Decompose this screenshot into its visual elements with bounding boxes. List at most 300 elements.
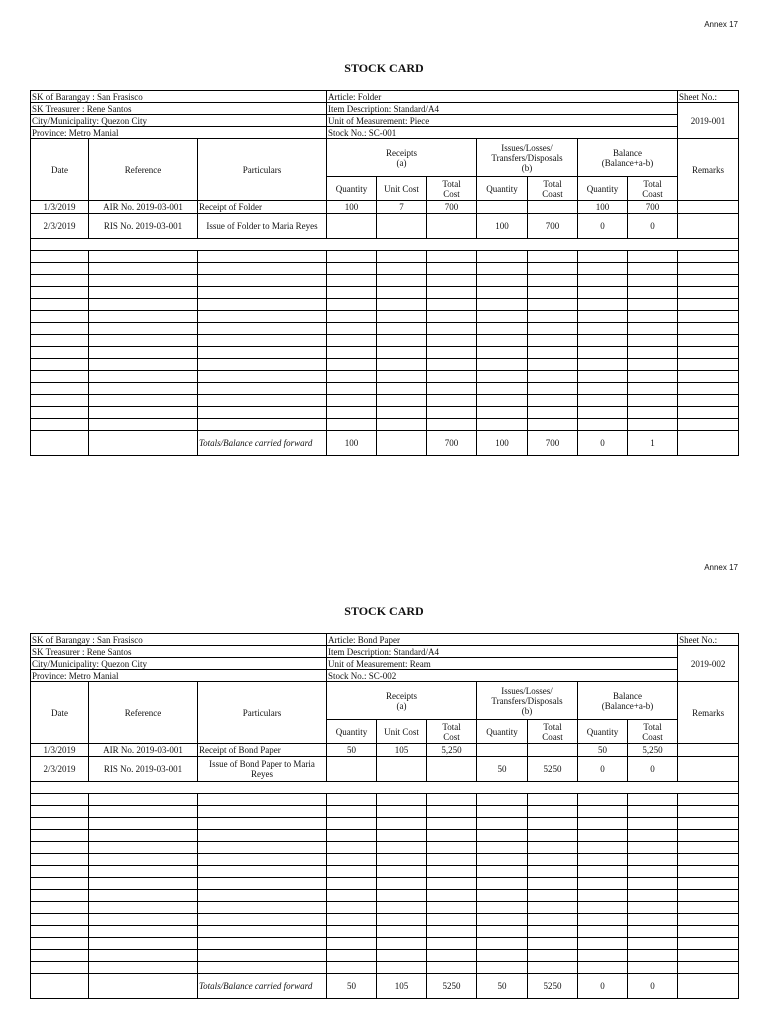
empty-cell [678, 347, 739, 359]
empty-cell [528, 311, 578, 323]
totals-rq: 50 [327, 974, 377, 999]
empty-row [31, 359, 739, 371]
empty-row [31, 311, 739, 323]
empty-cell [427, 806, 477, 818]
empty-cell [31, 794, 89, 806]
empty-cell [578, 962, 628, 974]
empty-cell [477, 938, 528, 950]
annex-label: Annex 17 [704, 20, 738, 29]
empty-cell [327, 878, 377, 890]
empty-cell [528, 806, 578, 818]
empty-cell [427, 962, 477, 974]
col-remarks: Remarks [678, 682, 739, 744]
cell-date: 1/3/2019 [31, 201, 89, 214]
empty-cell [628, 806, 678, 818]
empty-cell [427, 890, 477, 902]
empty-cell [89, 914, 198, 926]
empty-cell [327, 842, 377, 854]
receipts-header [327, 682, 477, 720]
issues-header [477, 139, 578, 177]
empty-cell [377, 830, 427, 842]
col-date: Date [31, 139, 89, 201]
cell-rtc: 5,250 [427, 744, 477, 757]
totals-rtc: 5250 [427, 974, 477, 999]
empty-cell [477, 383, 528, 395]
empty-cell [89, 311, 198, 323]
empty-cell [528, 335, 578, 347]
empty-cell [578, 830, 628, 842]
cell-rem [678, 744, 739, 757]
empty-cell [377, 299, 427, 311]
empty-cell [327, 854, 377, 866]
empty-cell [327, 938, 377, 950]
empty-cell [578, 854, 628, 866]
empty-cell [628, 950, 678, 962]
empty-cell [89, 938, 198, 950]
cell-bq: 50 [578, 744, 628, 757]
receipts-label: Receipts [386, 690, 418, 701]
empty-cell [89, 359, 198, 371]
empty-cell [89, 878, 198, 890]
cell-part: Receipt of Folder [198, 201, 327, 214]
empty-cell [678, 263, 739, 275]
empty-cell [477, 323, 528, 335]
totals-ruc: 105 [377, 974, 427, 999]
empty-row [31, 902, 739, 914]
empty-cell [477, 275, 528, 287]
empty-cell [578, 311, 628, 323]
empty-cell [578, 299, 628, 311]
empty-cell [427, 818, 477, 830]
cell-ruc [377, 214, 427, 239]
empty-cell [477, 311, 528, 323]
totals-row [31, 431, 739, 456]
empty-cell [31, 371, 89, 383]
sk-treasurer: SK Treasurer : Rene Santos [31, 646, 327, 658]
empty-cell [578, 251, 628, 263]
empty-cell [678, 311, 739, 323]
issues-label-2: Transfers/Disposals [491, 695, 563, 706]
empty-cell [89, 251, 198, 263]
totals-rtc: 700 [427, 431, 477, 456]
empty-cell [528, 371, 578, 383]
totals-rq: 100 [327, 431, 377, 456]
empty-cell [678, 275, 739, 287]
empty-cell [578, 914, 628, 926]
sk-of-barangay: SK of Barangay : San Frasisco [31, 91, 327, 103]
empty-cell [198, 926, 327, 938]
empty-cell [377, 842, 427, 854]
empty-cell [678, 866, 739, 878]
item-description-field: Item Description: Standard/A4 [327, 103, 678, 115]
empty-cell [578, 347, 628, 359]
cell-ref: AIR No. 2019-03-001 [89, 744, 198, 757]
empty-cell [578, 275, 628, 287]
balance-quantity-header: Quantity [578, 720, 628, 744]
cell-iq [477, 744, 528, 757]
empty-row [31, 371, 739, 383]
empty-cell [31, 347, 89, 359]
empty-cell [528, 818, 578, 830]
city-municipality: City/Municipality: Quezon City [31, 658, 327, 670]
empty-cell [198, 371, 327, 383]
empty-cell [678, 251, 739, 263]
empty-cell [427, 794, 477, 806]
empty-cell [578, 950, 628, 962]
empty-cell [327, 359, 377, 371]
cell-ref: AIR No. 2019-03-001 [89, 201, 198, 214]
balance-total-coast-header-1: Total [643, 178, 662, 189]
cell-date: 2/3/2019 [31, 757, 89, 782]
empty-cell [377, 902, 427, 914]
empty-row [31, 251, 739, 263]
balance-sub: (Balance+a-b) [601, 157, 654, 168]
empty-cell [628, 263, 678, 275]
empty-cell [89, 794, 198, 806]
empty-cell [427, 347, 477, 359]
issues-label-2: Transfers/Disposals [491, 152, 563, 163]
balance-total-coast-header-2: Coast [642, 731, 663, 742]
empty-row [31, 335, 739, 347]
empty-cell [628, 818, 678, 830]
empty-cell [31, 926, 89, 938]
empty-cell [327, 407, 377, 419]
empty-row [31, 395, 739, 407]
empty-cell [31, 914, 89, 926]
totals-btc: 1 [628, 431, 678, 456]
empty-cell [198, 806, 327, 818]
empty-cell [198, 311, 327, 323]
balance-header [578, 682, 678, 720]
item-description-field: Item Description: Standard/A4 [327, 646, 678, 658]
stock-card-title: STOCK CARD [344, 604, 424, 618]
empty-cell [528, 395, 578, 407]
empty-cell [678, 890, 739, 902]
empty-cell [628, 311, 678, 323]
totals-remarks [678, 431, 739, 456]
empty-cell [31, 287, 89, 299]
empty-cell [198, 323, 327, 335]
empty-cell [578, 902, 628, 914]
empty-cell [477, 902, 528, 914]
empty-cell [528, 287, 578, 299]
empty-cell [477, 794, 528, 806]
empty-cell [327, 311, 377, 323]
cell-ruc [377, 757, 427, 782]
cell-ref: RIS No. 2019-03-001 [89, 757, 198, 782]
empty-cell [198, 818, 327, 830]
issues-quantity-header: Quantity [477, 177, 528, 201]
empty-cell [477, 842, 528, 854]
empty-cell [377, 950, 427, 962]
empty-cell [198, 866, 327, 878]
empty-row [31, 347, 739, 359]
col-remarks: Remarks [678, 139, 739, 201]
empty-cell [628, 395, 678, 407]
empty-cell [327, 371, 377, 383]
empty-cell [528, 263, 578, 275]
empty-cell [427, 335, 477, 347]
empty-cell [198, 950, 327, 962]
empty-cell [628, 323, 678, 335]
empty-cell [578, 806, 628, 818]
empty-cell [427, 263, 477, 275]
empty-cell [477, 251, 528, 263]
sheet-no-label: Sheet No.: [678, 91, 739, 103]
empty-cell [578, 926, 628, 938]
empty-row [31, 878, 739, 890]
empty-cell [427, 830, 477, 842]
empty-cell [628, 878, 678, 890]
spacer-row [31, 782, 739, 794]
empty-cell [327, 914, 377, 926]
empty-cell [198, 902, 327, 914]
empty-cell [528, 419, 578, 431]
empty-cell [31, 890, 89, 902]
empty-cell [578, 890, 628, 902]
empty-cell [377, 938, 427, 950]
empty-cell [427, 371, 477, 383]
empty-cell [528, 359, 578, 371]
cell-iq: 100 [477, 214, 528, 239]
empty-row [31, 866, 739, 878]
totals-btc: 0 [628, 974, 678, 999]
issues-total-coast-header [528, 177, 578, 201]
empty-cell [89, 383, 198, 395]
empty-cell [377, 395, 427, 407]
sheet-no-value: 2019-001 [678, 103, 739, 139]
totals-itc: 5250 [528, 974, 578, 999]
empty-cell [327, 950, 377, 962]
province: Province: Metro Manial [31, 127, 327, 139]
empty-cell [327, 335, 377, 347]
cell-btc: 0 [628, 214, 678, 239]
issues-label: Issues/Losses/ [501, 685, 553, 696]
article-field: Article: Folder [327, 91, 678, 103]
cell-iq [477, 201, 528, 214]
empty-cell [89, 806, 198, 818]
empty-cell [578, 323, 628, 335]
empty-cell [528, 299, 578, 311]
empty-cell [31, 830, 89, 842]
empty-row [31, 419, 739, 431]
issues-total-coast-header-1: Total [543, 178, 562, 189]
empty-cell [628, 914, 678, 926]
empty-cell [528, 383, 578, 395]
issues-label: Issues/Losses/ [501, 142, 553, 153]
empty-cell [477, 395, 528, 407]
empty-cell [31, 818, 89, 830]
empty-cell [377, 419, 427, 431]
empty-cell [377, 311, 427, 323]
empty-cell [31, 842, 89, 854]
empty-row [31, 818, 739, 830]
empty-cell [89, 854, 198, 866]
empty-cell [678, 371, 739, 383]
empty-row [31, 287, 739, 299]
empty-cell [89, 926, 198, 938]
empty-cell [578, 938, 628, 950]
cell-part: Receipt of Bond Paper [198, 744, 327, 757]
receipts-header [327, 139, 477, 177]
empty-cell [377, 866, 427, 878]
balance-total-coast-header [628, 177, 678, 201]
empty-cell [427, 311, 477, 323]
empty-row [31, 854, 739, 866]
empty-cell [427, 287, 477, 299]
empty-cell [377, 287, 427, 299]
empty-cell [678, 299, 739, 311]
empty-row [31, 938, 739, 950]
empty-cell [628, 854, 678, 866]
empty-cell [89, 950, 198, 962]
empty-cell [198, 419, 327, 431]
cell-itc [528, 201, 578, 214]
empty-cell [628, 251, 678, 263]
table-row [31, 214, 739, 239]
empty-cell [427, 407, 477, 419]
empty-cell [89, 347, 198, 359]
empty-row [31, 914, 739, 926]
empty-cell [678, 926, 739, 938]
empty-cell [377, 890, 427, 902]
empty-row [31, 962, 739, 974]
empty-cell [528, 926, 578, 938]
empty-cell [198, 335, 327, 347]
empty-cell [628, 962, 678, 974]
cell-rem [678, 214, 739, 239]
empty-cell [578, 335, 628, 347]
empty-cell [89, 842, 198, 854]
empty-cell [198, 962, 327, 974]
empty-cell [31, 854, 89, 866]
stock-no-field: Stock No.: SC-002 [327, 670, 678, 682]
sheet-no-label: Sheet No.: [678, 634, 739, 646]
empty-cell [678, 962, 739, 974]
empty-cell [678, 323, 739, 335]
cell-part: Issue of Folder to Maria Reyes [198, 214, 327, 239]
balance-total-coast-header-2: Coast [642, 188, 663, 199]
empty-cell [678, 383, 739, 395]
empty-cell [377, 335, 427, 347]
balance-total-coast-header-1: Total [643, 721, 662, 732]
totals-date [31, 974, 89, 999]
empty-cell [477, 407, 528, 419]
empty-cell [477, 962, 528, 974]
empty-cell [628, 794, 678, 806]
empty-cell [427, 950, 477, 962]
table-row [31, 757, 739, 782]
cell-btc: 700 [628, 201, 678, 214]
empty-cell [89, 335, 198, 347]
empty-cell [327, 818, 377, 830]
empty-cell [327, 794, 377, 806]
empty-cell [327, 902, 377, 914]
empty-cell [578, 371, 628, 383]
empty-cell [31, 263, 89, 275]
cell-ruc: 7 [377, 201, 427, 214]
empty-cell [528, 347, 578, 359]
empty-cell [198, 830, 327, 842]
cell-iq: 50 [477, 757, 528, 782]
cell-itc: 700 [528, 214, 578, 239]
col-particulars: Particulars [198, 682, 327, 744]
empty-cell [31, 383, 89, 395]
empty-cell [678, 407, 739, 419]
cell-rq: 50 [327, 744, 377, 757]
receipts-total-cost-header-2: Cost [443, 188, 460, 199]
empty-cell [198, 854, 327, 866]
empty-cell [31, 299, 89, 311]
empty-cell [427, 926, 477, 938]
empty-cell [528, 407, 578, 419]
empty-cell [678, 950, 739, 962]
empty-cell [678, 794, 739, 806]
empty-cell [89, 890, 198, 902]
cell-rtc [427, 757, 477, 782]
empty-cell [31, 335, 89, 347]
stock-no-field: Stock No.: SC-001 [327, 127, 678, 139]
empty-cell [427, 383, 477, 395]
empty-cell [198, 890, 327, 902]
totals-iq: 50 [477, 974, 528, 999]
empty-row [31, 383, 739, 395]
empty-cell [31, 902, 89, 914]
issues-total-coast-header-1: Total [543, 721, 562, 732]
balance-label: Balance [613, 690, 643, 701]
receipts-total-cost-header-1: Total [442, 721, 461, 732]
empty-cell [528, 323, 578, 335]
empty-cell [377, 263, 427, 275]
empty-cell [31, 359, 89, 371]
empty-cell [427, 299, 477, 311]
empty-cell [628, 926, 678, 938]
totals-bq: 0 [578, 431, 628, 456]
empty-row [31, 830, 739, 842]
issues-sub: (b) [521, 162, 533, 173]
empty-cell [528, 962, 578, 974]
empty-cell [628, 938, 678, 950]
totals-row [31, 974, 739, 999]
cell-rem [678, 757, 739, 782]
empty-cell [89, 323, 198, 335]
totals-itc: 700 [528, 431, 578, 456]
empty-cell [628, 419, 678, 431]
empty-cell [89, 962, 198, 974]
empty-cell [327, 383, 377, 395]
empty-cell [89, 263, 198, 275]
receipts-unit-cost-header: Unit Cost [377, 177, 427, 201]
empty-cell [578, 359, 628, 371]
cell-date: 2/3/2019 [31, 214, 89, 239]
empty-row [31, 890, 739, 902]
empty-cell [198, 299, 327, 311]
receipts-quantity-header: Quantity [327, 720, 377, 744]
empty-cell [628, 335, 678, 347]
empty-cell [31, 311, 89, 323]
col-date: Date [31, 682, 89, 744]
empty-cell [198, 383, 327, 395]
empty-cell [427, 275, 477, 287]
empty-cell [377, 323, 427, 335]
receipts-total-cost-header [427, 720, 477, 744]
empty-cell [89, 287, 198, 299]
empty-cell [377, 371, 427, 383]
empty-cell [678, 818, 739, 830]
cell-bq: 0 [578, 757, 628, 782]
table-row [31, 201, 739, 214]
totals-ruc [377, 431, 427, 456]
